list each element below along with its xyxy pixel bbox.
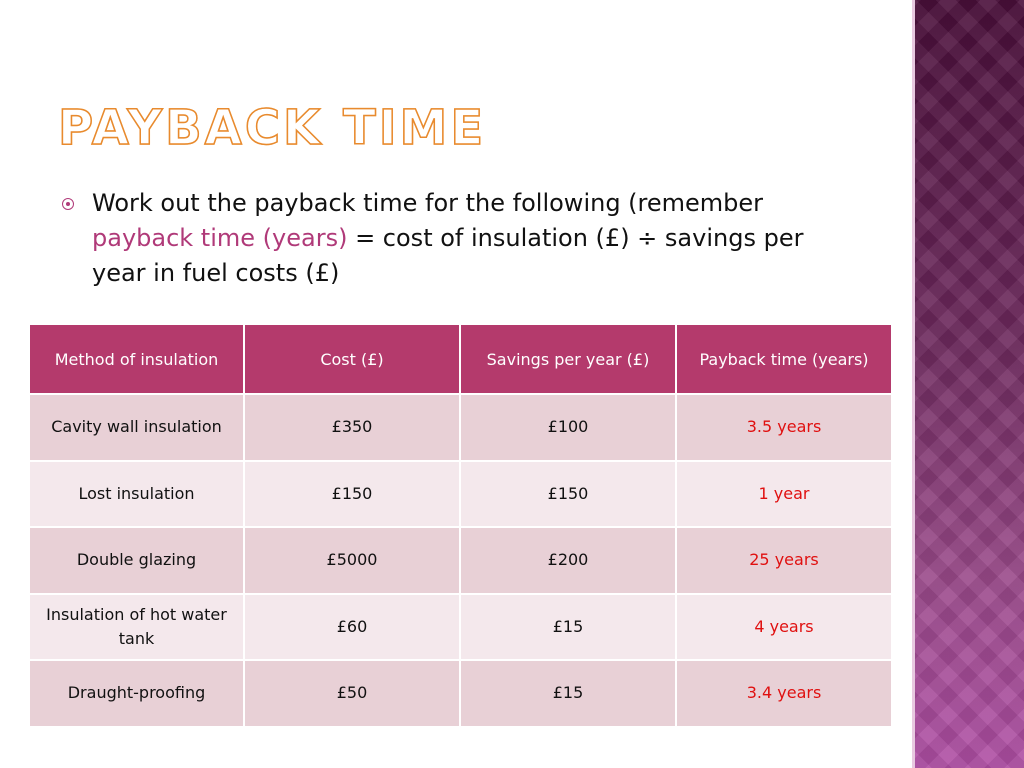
cell-method: Lost insulation — [29, 461, 244, 528]
cell-method: Double glazing — [29, 527, 244, 594]
bullet-highlight: payback time (years) — [92, 224, 348, 252]
header-savings: Savings per year (£) — [460, 324, 676, 394]
cell-method: Cavity wall insulation — [29, 394, 244, 461]
cell-payback: 4 years — [676, 594, 892, 661]
table-header-row — [29, 324, 892, 394]
decorative-side-band — [912, 0, 1024, 768]
cell-cost: £50 — [244, 660, 460, 727]
table-row — [29, 461, 892, 528]
slide-title: PAYBACK TIME — [58, 100, 487, 156]
cell-payback: 25 years — [676, 527, 892, 594]
cell-cost: £60 — [244, 594, 460, 661]
cell-payback: 3.4 years — [676, 660, 892, 727]
cell-method: Insulation of hot water tank — [29, 594, 244, 661]
table-row — [29, 394, 892, 461]
cell-cost: £5000 — [244, 527, 460, 594]
cell-savings: £100 — [460, 394, 676, 461]
bullet-text — [92, 186, 852, 291]
cell-cost: £150 — [244, 461, 460, 528]
table-row — [29, 594, 892, 661]
cell-payback: 1 year — [676, 461, 892, 528]
cell-savings: £15 — [460, 594, 676, 661]
header-cost: Cost (£) — [244, 324, 460, 394]
table-row — [29, 660, 892, 727]
cell-savings: £150 — [460, 461, 676, 528]
bullet-text-after: = cost of insulation (£) ÷ savings per year in fuel costs (£) — [92, 224, 804, 287]
cell-savings: £15 — [460, 660, 676, 727]
bullet-text-before: Work out the payback time for the following (remember — [92, 189, 764, 217]
header-payback: Payback time (years) — [676, 324, 892, 394]
table-row — [29, 527, 892, 594]
cell-savings: £200 — [460, 527, 676, 594]
cell-method: Draught-proofing — [29, 660, 244, 727]
cell-payback: 3.5 years — [676, 394, 892, 461]
bullet-item — [62, 186, 852, 291]
payback-table — [28, 323, 893, 728]
cell-cost: £350 — [244, 394, 460, 461]
header-method: Method of insulation — [29, 324, 244, 394]
bullet-circle-icon — [62, 198, 74, 210]
